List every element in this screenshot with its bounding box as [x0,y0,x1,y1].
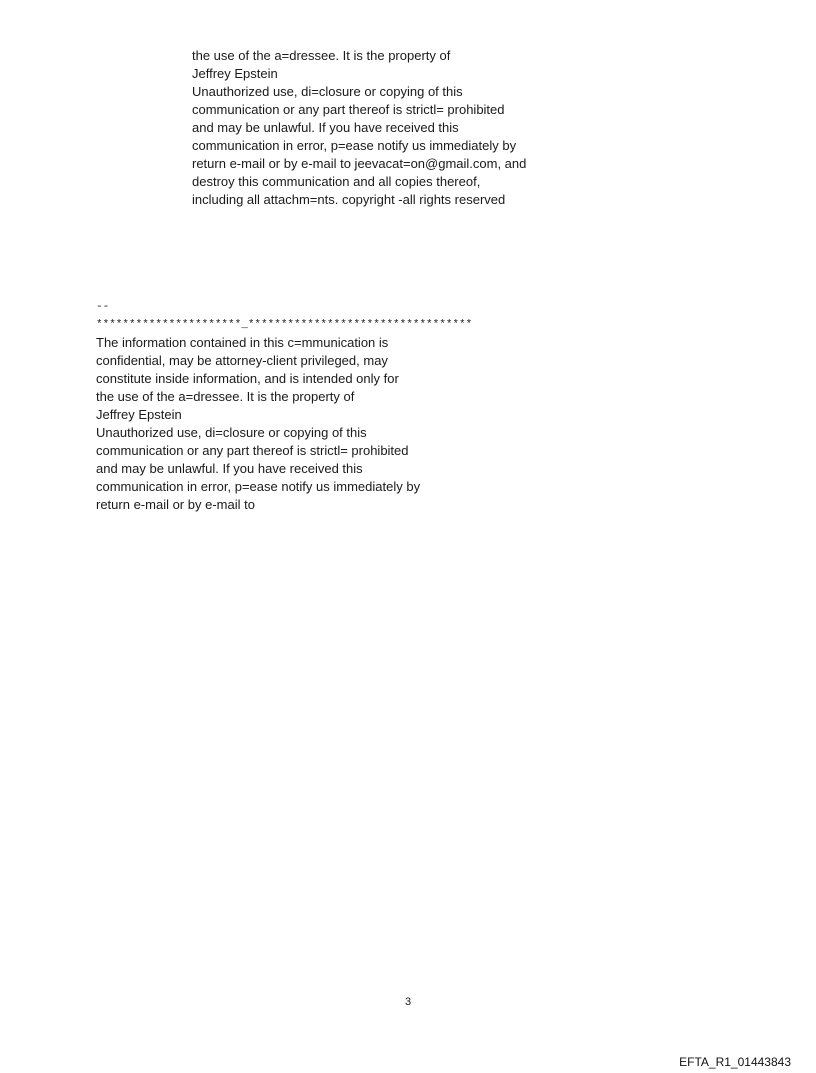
notice-line: Unauthorized use, di=closure or copying of this [96,425,367,440]
notice-line: and may be unlawful. If you have received this [192,120,459,135]
notice-line: Unauthorized use, di=closure or copying of this [192,84,463,99]
notice-line: Jeffrey Epstein [96,407,182,422]
notice-line: constitute inside information, and is intended only for [96,371,399,386]
notice-line: the use of the a=dressee. It is the property of [192,48,451,63]
notice-line: return e-mail or by e-mail to jeevacat=on@gmail.com, and [192,156,527,171]
confidentiality-notice [96,334,420,514]
quoted-confidentiality-notice [192,47,526,209]
page-number: 3 [404,996,412,1008]
notice-line: communication in error, p=ease notify us immediately by [96,479,421,494]
notice-line: destroy this communication and all copies thereof, [192,174,481,189]
separator-stars: **********************_********************************** [96,319,473,331]
notice-line: communication or any part thereof is strictl= prohibited [192,102,505,117]
signature-separator [96,298,472,334]
notice-line: and may be unlawful. If you have received this [96,461,363,476]
notice-line: communication or any part thereof is strictl= prohibited [96,443,409,458]
notice-line: return e-mail or by e-mail to [96,497,255,512]
notice-line: The information contained in this c=mmunication is [96,335,389,350]
notice-line: including all attachm=nts. copyright -all rights reserved [192,192,506,207]
notice-line: Jeffrey Epstein [192,66,278,81]
document-id: EFTA_R1_01443843 [679,1055,791,1069]
notice-line: the use of the a=dressee. It is the property of [96,389,355,404]
notice-line: confidential, may be attorney-client privileged, may [96,353,388,368]
separator-dashes: -- [96,301,110,313]
notice-line: communication in error, p=ease notify us immediately by [192,138,517,153]
